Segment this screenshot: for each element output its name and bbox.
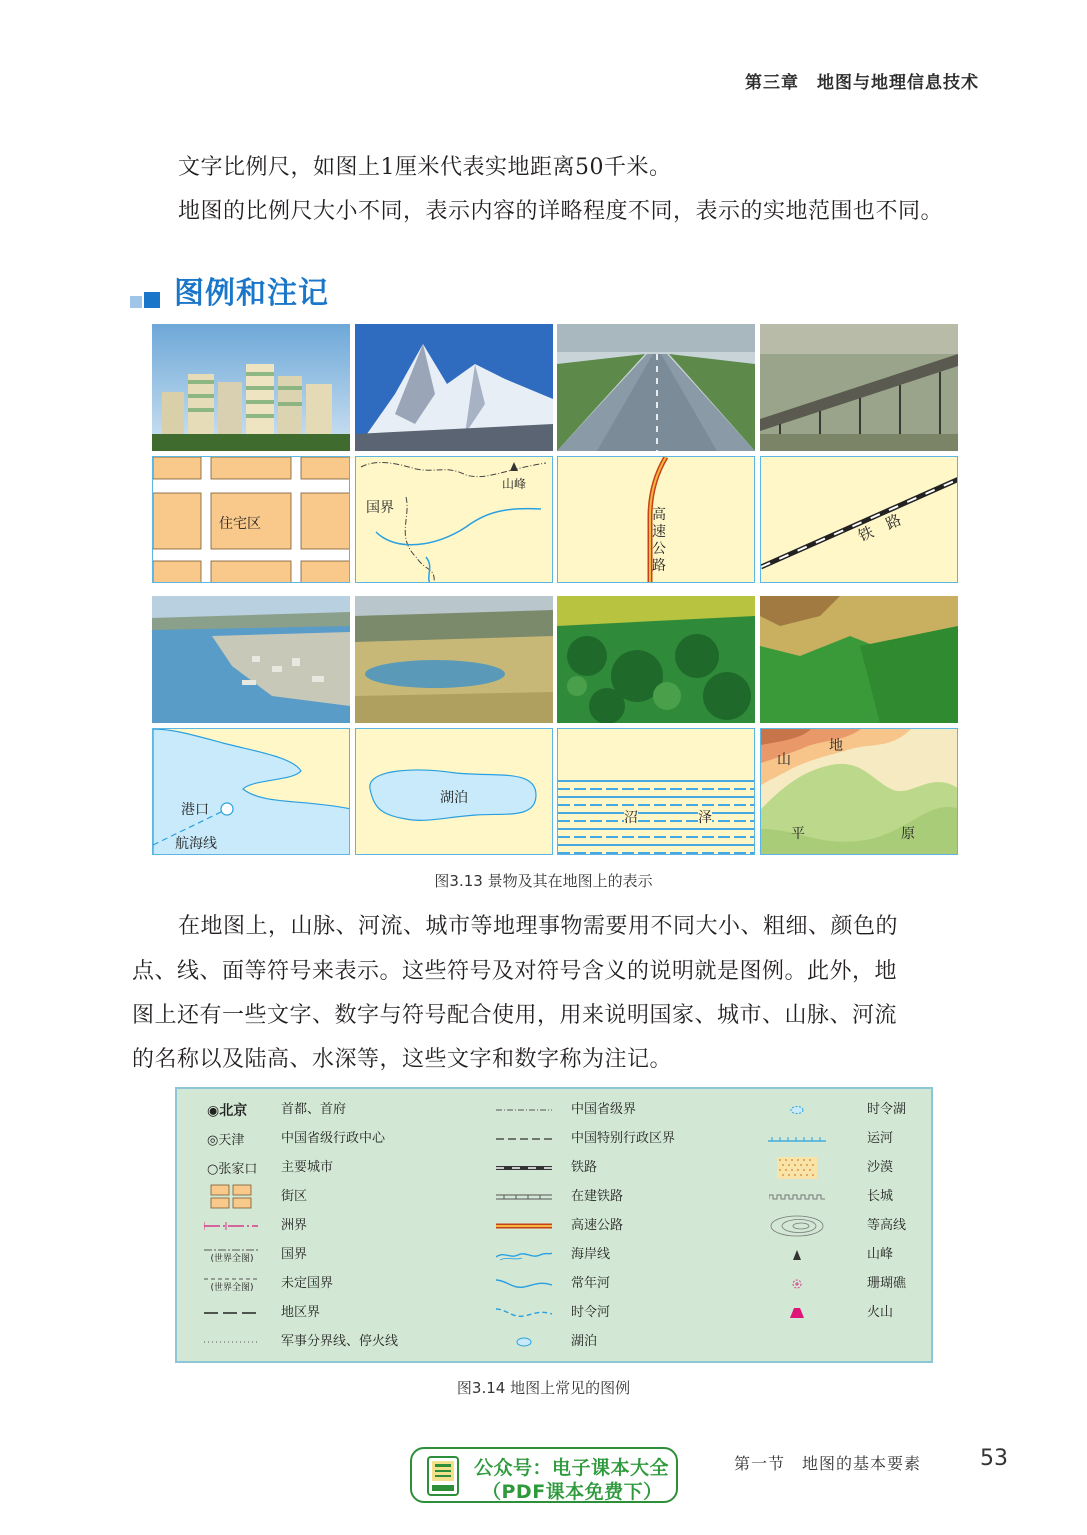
- label-mountain-1: 山: [777, 752, 791, 768]
- peak-icon: [767, 1240, 827, 1269]
- legend-label: 火山: [867, 1305, 894, 1320]
- page-number: 53: [980, 1446, 1008, 1471]
- seasonal-lake-icon: [767, 1095, 827, 1124]
- legend-label: 时令湖: [867, 1102, 907, 1117]
- label-mountain-2: 地: [829, 738, 843, 754]
- legend-label: 主要城市: [281, 1160, 334, 1175]
- map-border-peak: [355, 456, 553, 583]
- label-lake: 湖泊: [440, 790, 468, 806]
- photo-highway: [557, 324, 755, 451]
- legend-label: 等高线: [867, 1218, 907, 1233]
- label-plain-1: 平: [791, 826, 805, 842]
- photo-marsh: [557, 596, 755, 723]
- legend-label: 国界: [281, 1247, 308, 1262]
- label-residential: 住宅区: [219, 516, 261, 532]
- lake-icon: [495, 1327, 553, 1356]
- legend-label: 街区: [281, 1189, 308, 1204]
- paragraph-2: 地图的比例尺大小不同，表示内容的详略程度不同，表示的实地范围也不同。: [178, 199, 944, 224]
- legend-label: 沙漠: [867, 1160, 894, 1175]
- wechat-badge: [410, 1447, 678, 1503]
- legend-label: 军事分界线、停火线: [281, 1334, 399, 1349]
- legend-label: 长城: [867, 1189, 894, 1204]
- capital-icon: ◉北京: [207, 1102, 248, 1119]
- label-marsh-1: 沼: [624, 807, 638, 827]
- label-highway: 高 速 公 路: [652, 507, 666, 574]
- map-railway: [760, 456, 958, 583]
- label-peak: 山峰: [502, 477, 527, 491]
- figure-caption-1: 图3.13 景物及其在地图上的表示: [434, 872, 653, 890]
- legend-label: 山峰: [867, 1247, 894, 1262]
- paragraph-3-line-4: 的名称以及陆高、水深等，这些文字和数字称为注记。: [132, 1047, 673, 1072]
- railway-construction-icon: [495, 1182, 553, 1211]
- photo-terrain: [760, 596, 958, 723]
- legend-label: 铁路: [571, 1160, 598, 1175]
- paragraph-3-line-3: 图上还有一些文字、数字与符号配合使用，用来说明国家、城市、山脉、河流: [132, 1003, 898, 1028]
- great-wall-icon: [767, 1182, 827, 1211]
- paragraph-3-line-1: 在地图上，山脉、河流、城市等地理事物需要用不同大小、粗细、颜色的: [178, 914, 899, 939]
- badge-line-2: （PDF课本免费下）: [482, 1481, 663, 1503]
- heading-square-icon: [144, 292, 160, 308]
- legend-label: 海岸线: [571, 1247, 611, 1262]
- map-marsh: [557, 728, 755, 855]
- label-port: 港口: [181, 802, 209, 818]
- legend-label: 中国特别行政区界: [571, 1131, 676, 1146]
- label-railway: 铁 路: [855, 510, 904, 546]
- seasonal-river-icon: [495, 1298, 553, 1327]
- desert-icon: [767, 1153, 827, 1182]
- map-terrain: [760, 728, 958, 855]
- legend-label: 珊瑚礁: [867, 1276, 907, 1291]
- badge-line-1: 公众号：电子课本大全: [474, 1457, 670, 1479]
- paragraph-1: 文字比例尺，如图上1厘米代表实地距离50千米。: [178, 155, 672, 180]
- label-plain-2: 原: [901, 826, 915, 842]
- section-title: 图例和注记: [174, 276, 329, 311]
- undefined-border-icon: (世界全图): [210, 1282, 254, 1293]
- legend-label: 首都、首府: [281, 1102, 347, 1117]
- book-icon: [426, 1455, 460, 1497]
- label-marsh-2: 泽: [698, 807, 712, 827]
- province-border-icon: [495, 1095, 553, 1124]
- map-lake: [355, 728, 553, 855]
- paragraph-3-line-2: 点、线、面等符号来表示。这些符号及对符号含义的说明就是图例。此外，地: [132, 959, 898, 984]
- block-icon: [207, 1182, 257, 1211]
- railway-icon: [495, 1153, 553, 1182]
- photo-port: [152, 596, 350, 723]
- legend-label: 湖泊: [571, 1334, 598, 1349]
- photo-mountain: [355, 324, 553, 451]
- map-port: [152, 728, 350, 855]
- volcano-icon: [767, 1298, 827, 1327]
- legend-label: 中国省级界: [571, 1102, 637, 1117]
- highway-icon: [495, 1211, 553, 1240]
- ceasefire-line-icon: [203, 1327, 259, 1356]
- legend-table: [175, 1087, 933, 1363]
- heading-square-icon: [130, 296, 142, 308]
- map-residential: [152, 456, 350, 583]
- coral-reef-icon: [767, 1269, 827, 1298]
- photo-railway: [760, 324, 958, 451]
- legend-label: 中国省级行政中心: [281, 1131, 386, 1146]
- perennial-river-icon: [495, 1269, 553, 1298]
- sar-border-icon: [495, 1124, 553, 1153]
- label-border: 国界: [366, 500, 394, 516]
- legend-label: 在建铁路: [571, 1189, 624, 1204]
- canal-icon: [767, 1124, 827, 1153]
- label-shipping: 航海线: [175, 836, 217, 852]
- legend-label: 地区界: [281, 1305, 321, 1320]
- legend-label: 常年河: [571, 1276, 611, 1291]
- coastline-icon: [495, 1240, 553, 1269]
- city-icon: ○张家口: [207, 1162, 258, 1177]
- continent-border-icon: [203, 1211, 259, 1240]
- section-heading: [130, 268, 329, 312]
- legend-label: 运河: [867, 1131, 894, 1146]
- national-border-icon: (世界全图): [210, 1253, 254, 1264]
- legend-label: 洲界: [281, 1218, 308, 1233]
- chapter-header: 第三章 地图与地理信息技术: [745, 73, 979, 93]
- contour-icon: [767, 1211, 827, 1240]
- footer-section-title: 第一节 地图的基本要素: [734, 1454, 922, 1473]
- provincial-capital-icon: ◎天津: [207, 1133, 245, 1148]
- legend-label: 高速公路: [571, 1218, 624, 1233]
- legend-label: 未定国界: [281, 1276, 334, 1291]
- region-border-icon: [203, 1298, 259, 1327]
- photo-residential: [152, 324, 350, 451]
- map-highway: [557, 456, 755, 583]
- legend-label: 时令河: [571, 1305, 611, 1320]
- photo-lake: [355, 596, 553, 723]
- figure-caption-2: 图3.14 地图上常见的图例: [456, 1379, 631, 1397]
